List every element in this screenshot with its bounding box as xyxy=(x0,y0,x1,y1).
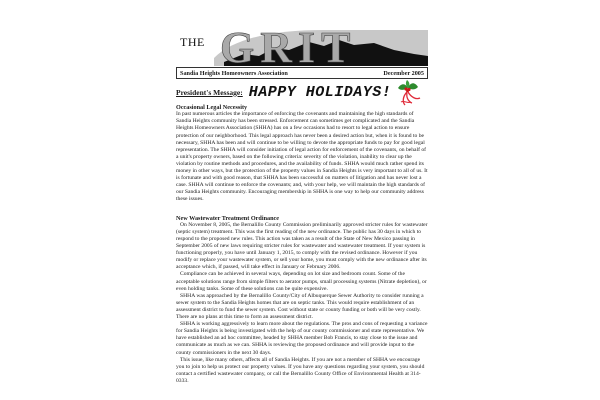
masthead xyxy=(176,23,428,72)
section-paragraph: On November 8, 2005, the Bernalillo County Commission preliminarily approved stricter rules for wastewater (septic system) treatment. This was the first reading of the new ordinance. The public has 30 days in which to respond to the proposed new rules. This action was taken as a result of the State of New Mexico passing in September 2005 of new laws requiring stricter rules for wastewater and wastewater treatment. If your system is functioning properly, you have until January 1, 2015, to comply with the revised ordinance. However if you modify or replace your wastewater system, or sell your home, you must comply with the new ordinance after its acceptance which, if passed, will take effect in January or February 2006. xyxy=(176,221,428,271)
newsletter-page xyxy=(176,23,428,385)
organization-name: Sandia Heights Homeowners Association xyxy=(180,69,288,77)
section-heading-legal: Occasional Legal Necessity xyxy=(176,104,248,111)
section-paragraph: SHHA was approached by the Bernalillo County/City of Albuquerque Sewer Authority to consider running a sewer system to the Sandia Heights homes that are on septic tanks. This would require establishment of an assessment district to fund the sewer system. Cost without state or county funding or both will be very costly. There are no plans at this time to form an assessment district. xyxy=(176,292,424,321)
president-message-label: President's Message: xyxy=(176,87,243,97)
issue-date: December 2005 xyxy=(383,69,424,77)
section-heading-wastewater: New Wastewater Treatment Ordinance xyxy=(176,214,280,222)
president-message-title: HAPPY HOLIDAYS! xyxy=(248,83,392,101)
masthead-title: GRIT xyxy=(220,23,357,72)
section-paragraph: This issue, like many others, affects all of Sandia Heights. If you are not a member of SHHA we encourage you to join to help us protect our property values. If you have any questions regarding your system, you should contact a certified wastewater company, or call the Bernalillo County Office of Environmental Health at 314-0333. xyxy=(176,356,425,384)
masthead-prefix: THE xyxy=(180,35,205,49)
president-message-header xyxy=(176,84,428,100)
holly-icon xyxy=(394,78,422,108)
section-paragraph: In past numerous articles the importance of enforcing the covenants and maintaining the high standards of Sandia Heights community has been stressed. Enforcement can sometimes get complicated and the Sandia Heights Homeowners Association (SHHA) has on a few occasions had to resort to legal action to ensure protection of our neighborhood. This legal approach has never been a desired action but, when it is found to be necessary, SHHA has been and will continue to be willing to devote the appropriate funds to pay for good legal representation. The SHHA will consider initiation of legal action for enforcement of the covenants, on behalf of a unit's property owners, based on the following criteria: severity of the violation, inability to clear up the violation by routine methods and procedures, and the availability of funds. SHHA would much rather spend its money in other ways, but the protection of the property values in Sandia Heights is very important to all of us. It is fortunate and with good reason, that SHHA has been successful on matters of litigation and has never lost a case. SHHA will continue to enforce the covenants; and, with your help, we will maintain the high standards of our Sandia Heights community. Encouraging membership in SHHA is one way to help our community address these issues. xyxy=(176,111,428,203)
section-paragraph: SHHA is working aggressively to learn more about the regulations. The pros and cons of requesting a variance for Sandia Heights is being investigated with the help of our county commissioner and state representative. We have established an ad hoc committee, headed by SHHA member Bob Francis, to stay close to the issue and communicate as much as we can. SHHA is reviewing the proposed ordinance and will provide input to the county commissioners in the next 30 days. xyxy=(176,321,428,356)
section-paragraph: Compliance can be achieved in several ways, depending on lot size and bedroom count. Some of the acceptable solutions range from simple filters to aerator pumps, small processing systems (Nitrate depletion), or even holding tanks. Some of these solutions can be quite expensive. xyxy=(176,271,427,292)
